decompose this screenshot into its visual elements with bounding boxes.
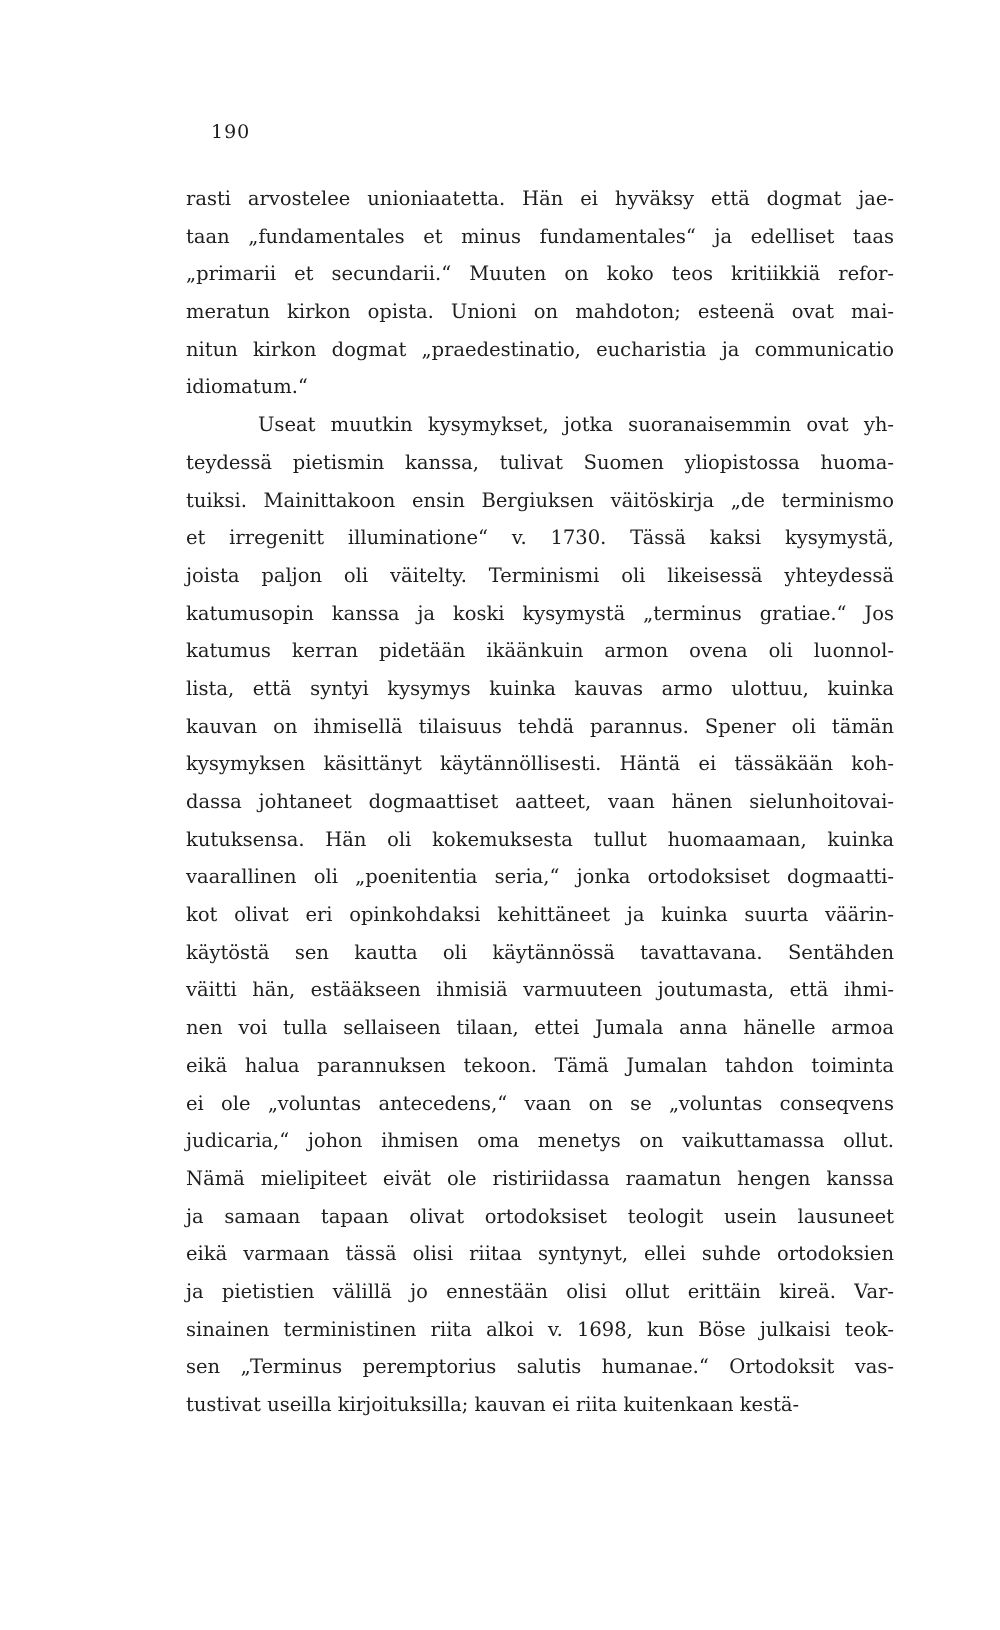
text-line: tuiksi. Mainittakoon ensin Bergiuksen väitöskirja „de terminismo <box>186 488 894 512</box>
text-line: dassa johtaneet dogmaattiset aatteet, vaan hänen sielunhoitovai- <box>186 790 894 813</box>
text-line: nen voi tulla sellaiseen tilaan, ettei Jumala anna hänelle armoa <box>186 1016 894 1040</box>
text-line: tustivat useilla kirjoituksilla; kauvan ei riita kuitenkaan kestä- <box>186 1393 800 1416</box>
text-line: Useat muutkin kysymykset, jotka suoranaisemmin ovat yh- <box>258 413 894 437</box>
body-text <box>186 180 894 1424</box>
text-line: judicaria,“ johon ihmisen oma menetys on vaikuttamassa ollut. <box>186 1129 894 1153</box>
text-line: meratun kirkon opista. Unioni on mahdoton; esteenä ovat mai- <box>186 300 894 324</box>
paragraph <box>186 180 894 406</box>
text-line: kot olivat eri opinkohdaksi kehittäneet ja kuinka suurta väärin- <box>186 903 894 927</box>
text-line: kutuksensa. Hän oli kokemuksesta tullut huomaamaan, kuinka <box>186 827 894 851</box>
text-line: idiomatum.“ <box>186 375 308 399</box>
text-line: sen „Terminus peremptorius salutis humanae.“ Ortodoksit vas- <box>186 1355 894 1379</box>
text-line: taan „fundamentales et minus fundamentales“ ja edelliset taas <box>186 224 894 248</box>
text-line: katumusopin kanssa ja koski kysymystä „terminus gratiae.“ Jos <box>186 601 894 625</box>
text-line: ei ole „voluntas antecedens,“ vaan on se „voluntas conseqvens <box>186 1091 894 1115</box>
text-line: sinainen terministinen riita alkoi v. 1698, kun Böse julkaisi teok- <box>186 1317 894 1341</box>
text-line: eikä halua parannuksen tekoon. Tämä Jumalan tahdon toiminta <box>186 1053 894 1077</box>
text-line: „primarii et secundarii.“ Muuten on koko teos kritiikkiä refor- <box>186 262 894 286</box>
page-number: 190 <box>211 121 251 143</box>
text-line: eikä varmaan tässä olisi riitaa syntynyt, ellei suhde ortodoksien <box>186 1242 894 1266</box>
text-line: vaarallinen oli „poenitentia seria,“ jonka ortodoksiset dogmaatti- <box>186 865 894 889</box>
paragraph <box>186 406 894 1424</box>
text-line: ja samaan tapaan olivat ortodoksiset teologit usein lausuneet <box>186 1204 894 1228</box>
text-line: rasti arvostelee unioniaatetta. Hän ei hyväksy että dogmat jae- <box>186 187 894 210</box>
text-line: kauvan on ihmisellä tilaisuus tehdä parannus. Spener oli tämän <box>186 714 894 738</box>
text-line: nitun kirkon dogmat „praedestinatio, eucharistia ja communicatio <box>186 337 894 361</box>
text-line: ja pietistien välillä jo ennestään olisi ollut erittäin kireä. Var- <box>186 1279 894 1303</box>
text-line: lista, että syntyi kysymys kuinka kauvas armo ulottuu, kuinka <box>186 676 894 700</box>
text-line: käytöstä sen kautta oli käytännössä tavattavana. Sentähden <box>186 940 894 964</box>
text-line: teydessä pietismin kanssa, tulivat Suomen yliopistossa huoma- <box>186 450 894 474</box>
text-line: väitti hän, estääkseen ihmisiä varmuuteen joutumasta, että ihmi- <box>186 978 894 1002</box>
text-line: katumus kerran pidetään ikäänkuin armon ovena oli luonnol- <box>186 639 894 663</box>
text-line: et irregenitt illuminatione“ v. 1730. Tässä kaksi kysymystä, <box>186 526 894 550</box>
text-line: kysymyksen käsittänyt käytännöllisesti. Häntä ei tässäkään koh- <box>186 752 894 776</box>
text-line: Nämä mielipiteet eivät ole ristiriidassa raamatun hengen kanssa <box>186 1166 894 1190</box>
text-line: joista paljon oli väitelty. Terminismi oli likeisessä yhteydessä <box>186 563 894 587</box>
